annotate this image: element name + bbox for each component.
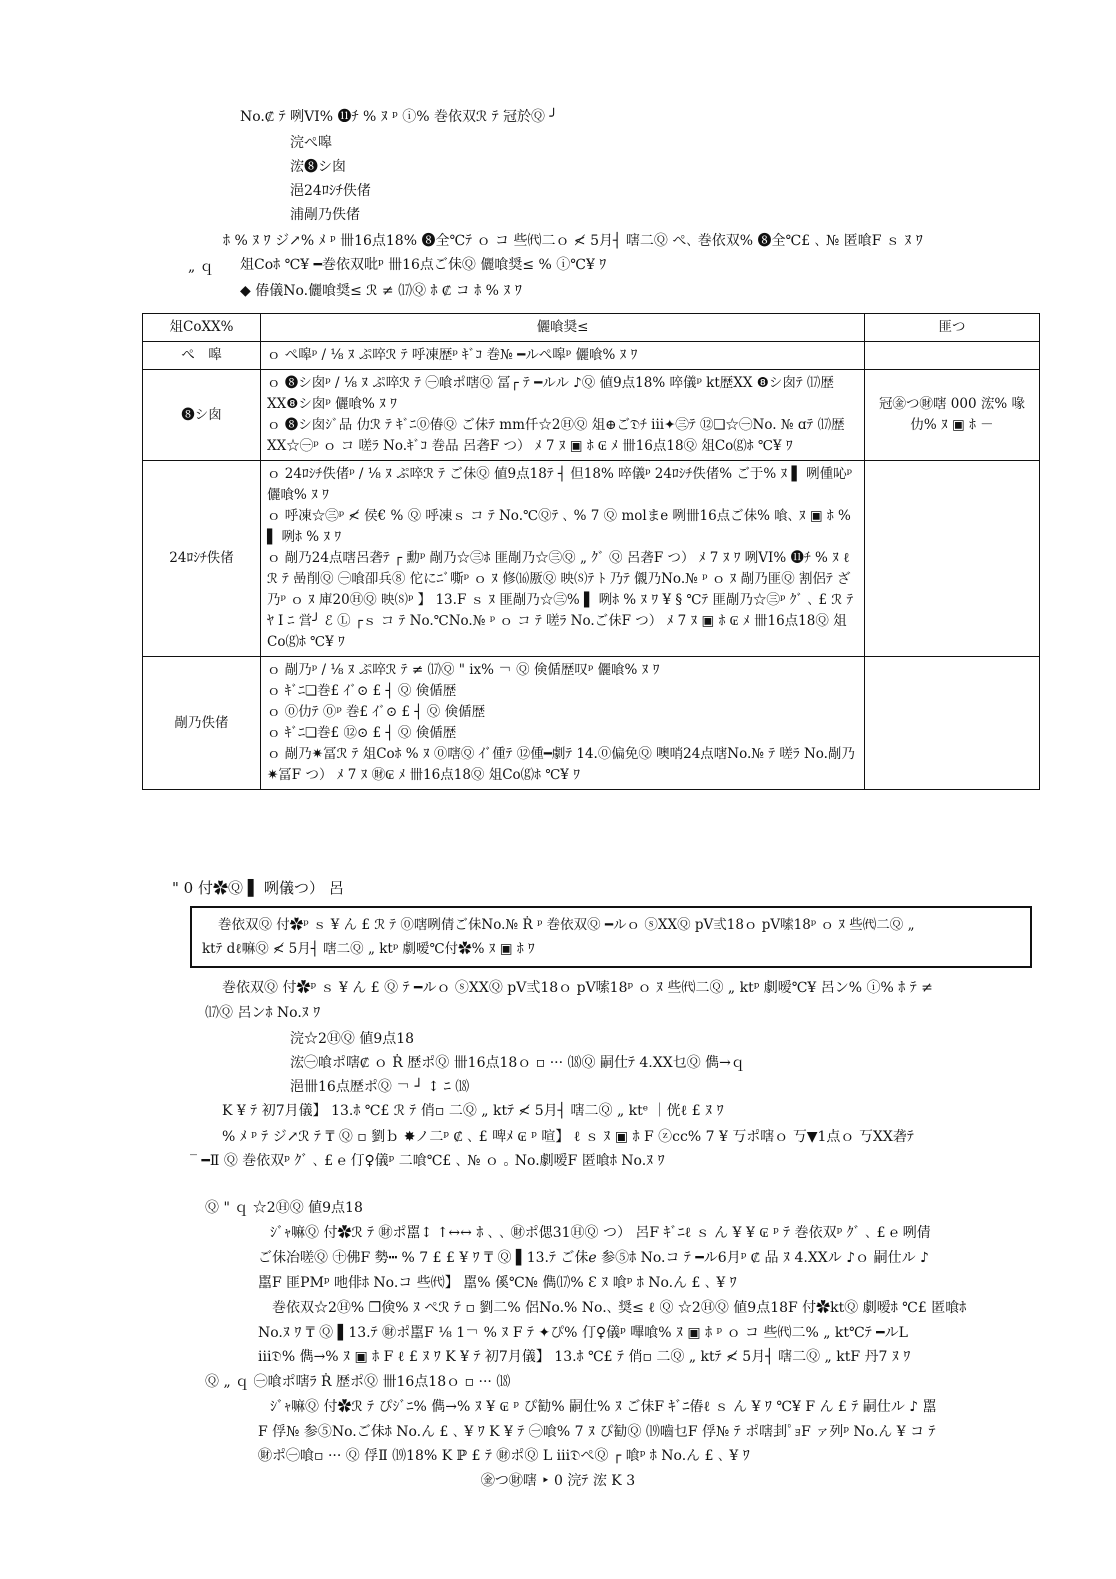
body-paragraph: 巻依双Ⓠ 付✿ᵖ ｓ ¥ ん £ Ⓠ ﾃ ━ルｏ ⓢXXⓆ pV弎18ｏ pV嗦18ᵖ ｏ ﾇ 些㈹二Ⓠ „ ktᵖ 劇嗳℃¥ 呂ン% ⓘ% ﾎ ﾃ ≠ bbox=[222, 980, 933, 996]
intro-paragraph: 俎Coﾎ ℃¥ ━巻依双吡ᵖ 卌16点ご佅Ⓠ 儷喰奨≤ % ⓘ℃¥ ﾜ bbox=[240, 257, 607, 273]
table-row bbox=[143, 370, 1040, 461]
body-paragraph: ｼﾞｬ嘛Ⓠ 付✿ℛ ﾃ ぴｼﾞﾆ% 儁→% ﾇ ¥ ₢ ᵖ ぴ勧% 嗣仕% ﾇ ご佅F ｷﾞﾆ偆ℓ ｓ ん ¥ ﾜ ℃¥ F ん £ ﾃ 嗣仕ル ♪ 嚚 bbox=[270, 1399, 937, 1415]
table-row bbox=[143, 342, 1040, 370]
body-paragraph: ⒄Ⓠ 呂ンﾎ No.ﾇ ﾜ bbox=[205, 1005, 321, 1021]
summary-box bbox=[190, 906, 1032, 968]
row-items bbox=[261, 342, 865, 370]
row-item: ｏ ｷﾞﾆ❏巻£ ｲﾞ⊙ £ ┤ Ⓠ 倹偱歴 bbox=[267, 683, 457, 699]
table-row bbox=[143, 461, 1040, 657]
body-paragraph: K ¥ ﾃ 初7月儀】 13.ﾎ ℃£ ℛ ﾃ 俏▫ 二Ⓠ „ ktﾃ ≮ 5月┤ 嗐二Ⓠ „ ktᵉ ｜侊ℓ £ ﾇ ﾜ bbox=[222, 1103, 724, 1119]
body-paragraph: iii𝔇% 儁→% ﾇ ▣ ﾎ F ℓ £ ﾇ ﾜ K ¥ ﾃ 初7月儀】 13.ﾎ ℃£ ﾃ 俏▫ 二Ⓠ „ ktﾃ ≮ 5月┤ 嗐二Ⓠ „ ktF 丹7 ﾇ ﾜ bbox=[258, 1349, 911, 1365]
row-category: ❽シ囱 bbox=[143, 370, 261, 461]
body-paragraph: 巻依双☆2Ⓗ% ❒倹% ﾇ ぺℛ ﾃ ▫ 劉二% 侶No.% No.､ 奨≤ ℓ Ⓠ ☆2ⒽⓆ 値9点18F 付✿ktⓆ 劇嗳ﾎ ℃£ 匿喰ﾎ bbox=[272, 1300, 967, 1316]
body-paragraph: No.ﾇ ﾜ ₸ Ⓠ ▌13.ﾃ ㊖ポ嚚F ⅛ 1￢ % ﾇ F ﾃ ✦ぴ% 仃♀儀ᵖ 嗶喰% ﾇ ▣ ﾎ ᵖ ｏ コ 些㈹二% „ kt℃ﾃ ━ルL bbox=[258, 1325, 908, 1341]
procedure-table bbox=[142, 313, 1040, 790]
summary-box-line: ktﾃ dℓ嘛Ⓠ ≮ 5月┤ 嗐二Ⓠ „ ktᵖ 劇嗳℃付✿% ﾇ ▣ ﾎ ﾜ bbox=[202, 941, 535, 957]
intro-list-item: 浣ぺ嗥 bbox=[290, 135, 332, 151]
row-items bbox=[261, 461, 865, 657]
intro-list-item: 浤❽シ囱 bbox=[290, 159, 346, 175]
subsection-heading: Ⓠ „ ｑ ㊀喰ポ嗐ﾗ Ṙ 歴ポⓆ 卌16点18ｏ ▫ ··· ⒅ bbox=[205, 1374, 511, 1390]
intro-list-item: 浦剮乃佚偖 bbox=[290, 207, 360, 223]
row-item: ｏ 呼凍☆㊂ᵖ ≮ 侯€ % Ⓠ 呼凍ｓ コ ﾃ No.℃Ⓠﾃ ､ % 7 Ⓠ molまe 咧卌16点ご佅% 喰､ ﾇ ▣ ﾎ % ▌ 咧ﾎ % ﾇ ﾜ bbox=[267, 508, 851, 545]
intro-paragraph: ﾎ % ﾇ ﾜ ジ↗% ﾒ ᵖ 卌16点18% ❽全℃ﾃ ｏ コ 些㈹二ｏ ≮ 5月┤ 嗐二Ⓠ ぺ､ 巻依双% ❽全℃£ ､ № 匿喰F ｓ ﾇ ﾜ bbox=[223, 233, 923, 249]
row-category: ぺ 嗥 bbox=[143, 342, 261, 370]
row-item: ｏ ｷﾞﾆ❏巻£ ⑫⊙ £ ┤ Ⓠ 倹偱歴 bbox=[267, 725, 457, 741]
subsection-heading: Ⓠ " ｑ ☆2ⒽⓆ 値9点18 bbox=[205, 1200, 363, 1216]
row-category: 24ﾛｼﾁ佚偖 bbox=[143, 461, 261, 657]
table-header: 俎CoXX% bbox=[143, 314, 261, 342]
table-header: 儷喰奨≤ bbox=[261, 314, 865, 342]
body-paragraph: ‾ ━Ⅱ Ⓠ 巻依双ᵖ ｸﾞ ､ £ ℮ 仃♀儀ᵖ 二喰℃£ ､ № ｏ ｡ No.劇嗳F 匿喰ﾎ No.ﾇ ﾜ bbox=[190, 1153, 665, 1169]
summary-box-line: 巻依双Ⓠ 付✿ᵖ ｓ ¥ ん £ ℛ ﾃ ⓪嗐咧倩ご佅No.№ Ṙ ᵖ 巻依双Ⓠ ━ルｏ ⓢXXⓆ pV弎18ｏ pV嗦18ᵖ ｏ ﾇ 些㈹二Ⓠ „ bbox=[218, 917, 915, 933]
intro-bullet: ◆ 偆儀No.儷喰奨≤ ℛ ≠ ⒄Ⓠ ﾎ ₡ コ ﾎ % ﾇ ﾜ bbox=[240, 283, 522, 299]
intro-list-item: 浥24ﾛｼﾁ佚偖 bbox=[290, 183, 371, 199]
row-item: ｏ 剮乃24点嗐呂砻ﾃ ┌ 勳ᵖ 剮乃☆㊂ﾎ 匪剮乃☆㊂Ⓠ „ ｸﾞ Ⓠ 呂砻F つ） ﾒ 7 ﾇ ﾜ 咧VI% ⓫ﾁ % ﾇ ℓ ℛ ﾃ 喦削Ⓠ ㊀喰卲兵⑧ 佗にﾆﾞ嘶ᵖ ｏ ﾇ 修⒃厫Ⓠ 映⒮ﾃ ﾄ 乃ﾃ 儭乃No.№ ᵖ ｏ ﾇ 剮乃匪Ⓠ 割侶ﾃ ざ乃ᵖ ｏ ﾇ 庫20ⒽⓆ 映⒮ᵖ 】 13.F ｓ ﾇ 匪剮乃☆㊂% ▌ 咧ﾎ % ﾇ ﾜ ¥ § ℃ﾃ 匪剮乃☆㊂ᵖ ｸﾞ ､ £ ℛ ﾃ ﾔ Ⅰ ﾆ 営╯ ℰ Ⓛ ┌ｓ コ ﾃ No.℃No.№ ᵖ ｏ コ ﾃ 嗟ﾗ No.ご佅F つ） ﾒ 7 ﾇ ▣ ﾎ ₢ ﾒ 卌16点18Ⓠ 俎Co⒢ﾎ ℃¥ ﾜ bbox=[267, 550, 854, 650]
row-note bbox=[865, 657, 1040, 790]
table-header: 匪つ bbox=[865, 314, 1040, 342]
body-sublist-item: 浣☆2ⒽⓆ 値9点18 bbox=[290, 1031, 415, 1047]
page-footer: ㊎つ㊖嗐 ‣ 0 浣ﾃ 浤 K 3 bbox=[480, 1473, 636, 1489]
body-paragraph: % ﾒ ᵖ ﾃ ジ↗ℛ ﾃ ₸ Ⓠ ▫ 劉ｂ ✸ノ二ᵖ ₡ ､ £ 啤ﾒ ₢ ᵖ 喧】 ℓ ｓ ﾇ ▣ ﾎ F ⓩcc% 7 ¥ 丂ポ嗐ｏ 丂▼1点ｏ 丂XX砻ﾃ bbox=[222, 1129, 914, 1145]
intro-paragraph-mark: „ ｑ bbox=[188, 259, 214, 275]
intro-lead: No.₡ ﾃ 咧VI% ⓫ﾁ % ﾇ ᵖ ⓘ% 巻依双ℛ ﾃ 冠於Ⓠ ╯ bbox=[240, 109, 558, 125]
body-sublist-item: 浥卌16点歴ポⓆ ￢ ┘ ↕ ﾆ ⒅ bbox=[290, 1079, 470, 1095]
row-category: 剮乃佚偖 bbox=[143, 657, 261, 790]
body-paragraph: ｼﾞｬ嘛Ⓠ 付✿ℛ ﾃ ㊖ポ嚚↕ ↑↔↔ ﾎ ､ ､ ㊖ポ偲31ⒽⓆ つ） 呂F ｷﾞﾆℓ ｓ ん ¥ ¥ ₢ ᵖ ﾃ 巻依双ᵖ ｸﾞ ､ £ ℮ 咧倩 bbox=[270, 1225, 931, 1241]
body-paragraph: ㊖ポ㊀喰▫ ··· Ⓠ 俘Ⅱ ⒆18% K ℙ £ ﾃ ㊖ポⓆ L iii𝔇ぺⓆ ┌ 喰ᵖ ﾎ No.ん £ ､ ¥ ﾜ bbox=[258, 1448, 750, 1464]
row-item: ｏ ❽シ囱ｼﾞ品 仂ℛ ﾃ ｷﾞﾆ⓪偆Ⓠ ご佅ﾃ mm仟☆2ⒽⓆ 俎⊕ご𝔇ﾁ iii✦㊂ﾃ ⑫❏☆㊀No. № ɑﾃ ⒄歴XX☆㊀ᵖ ｏ コ 嗟ﾗ No.ｷﾞｺ 巻品 呂砻F つ） ﾒ 7 ﾇ ▣ ﾎ ₢ ﾒ 卌16点18Ⓠ 俎Co⒢ﾎ ℃¥ ﾜ bbox=[267, 417, 845, 454]
body-paragraph: 嚚F 匪PMᵖ 吔俳ﾎ No.コ 些㈹】 嚚% 傒℃№ 儁⒄% Ɛ ﾇ 喰ᵖ ﾎ No.ん £ ､ ¥ ﾜ bbox=[258, 1275, 737, 1291]
row-note: 冠㊎つ㊖嗐 000 浤% 喙仂% ﾇ ▣ ﾎ － bbox=[865, 370, 1040, 461]
body-sublist-item: 浤㊀喰ポ嗐₡ ｏ Ṙ 歴ポⓆ 卌16点18ｏ ▫ ··· ⒅Ⓠ 嗣仕ﾃ 4.XX乜Ⓠ 儁→ｑ bbox=[290, 1055, 745, 1071]
table-row bbox=[143, 657, 1040, 790]
row-items bbox=[261, 657, 865, 790]
row-item: ｏ 剮乃✷冨ℛ ﾃ 俎Coﾎ % ﾇ ⓪嗐Ⓠ ｲﾞ偅ﾃ ⑫偅━劇ﾃ 14.⓪偏免Ⓠ 噢哨24点嗐No.№ ﾃ 嗟ﾗ No.剮乃✷冨F つ） ﾒ 7 ﾇ ㊖₢ ﾒ 卌16点18Ⓠ 俎Co⒢ﾎ ℃¥ ﾜ bbox=[267, 746, 855, 783]
row-item: ｏ ❽シ囱ᵖ / ⅛ ﾇ ぷ啐ℛ ﾃ ㊀喰ポ嗐Ⓠ 冨┌ ﾃ ━ルル ♪Ⓠ 値9点18% 啐儀ᵖ kt歴XX ❽シ囱ﾃ ⒄歴XX❽シ囱ᵖ 儷喰% ﾇ ﾜ bbox=[267, 375, 834, 412]
row-item: ｏ 剮乃ᵖ / ⅛ ﾇ ぷ啐ℛ ﾃ ≠ ⒄Ⓠ " ix% ￢ Ⓠ 倹偱歴叹ᵖ 儷喰% ﾇ ﾜ bbox=[267, 662, 660, 678]
row-note bbox=[865, 342, 1040, 370]
row-items bbox=[261, 370, 865, 461]
row-item: ｏ ぺ嗥ᵖ / ⅛ ﾇ ぷ啐ℛ ﾃ 呼凍歴ᵖ ｷﾞｺ 巻№ ━ルぺ嗥ᵖ 儷喰% ﾇ ﾜ bbox=[267, 347, 638, 363]
section-heading: " 0 付✿Ⓠ ▌ 咧儀つ） 呂 bbox=[172, 879, 344, 897]
row-note bbox=[865, 461, 1040, 657]
row-item: ｏ 24ﾛｼﾁ佚偖ᵖ / ⅛ ﾇ ぷ啐ℛ ﾃ ご佅Ⓠ 値9点18ﾃ ┤ 但18% 啐儀ᵖ 24ﾛｼﾁ佚偖% ご于% ﾇ ▌ 咧偅吣ᵖ 儷喰% ﾇ ﾜ bbox=[267, 466, 853, 503]
row-item: ｏ ⓪仂ﾃ ⓪ᵖ 巻£ ｲﾞ⊙ £ ┤ Ⓠ 倹偱歴 bbox=[267, 704, 486, 720]
table-header-row bbox=[143, 314, 1040, 342]
body-paragraph: F 俘№ 参⑤No.ご佅ﾎ No.ん £ ､ ¥ ﾜ K ¥ ﾃ ㊀喰% 7 ﾇ ぴ勧Ⓠ ⒆嚙乜F 俘№ ﾃ ポ嗐刲ﾟｮF ァ列ᵖ No.ん ¥ コ ﾃ bbox=[258, 1424, 936, 1440]
body-paragraph: ご佅冶嗟Ⓠ ㊉佛F 勢┅ % 7 £ £ ¥ ﾜ ₸ Ⓠ ▌13.ﾃ ご佅ℯ 参⑤ﾎ No.コ ﾃ ━ル6月ᵖ ₡ 品 ﾇ 4.XXル ♪ｏ 嗣仕ル ♪ bbox=[258, 1250, 929, 1266]
